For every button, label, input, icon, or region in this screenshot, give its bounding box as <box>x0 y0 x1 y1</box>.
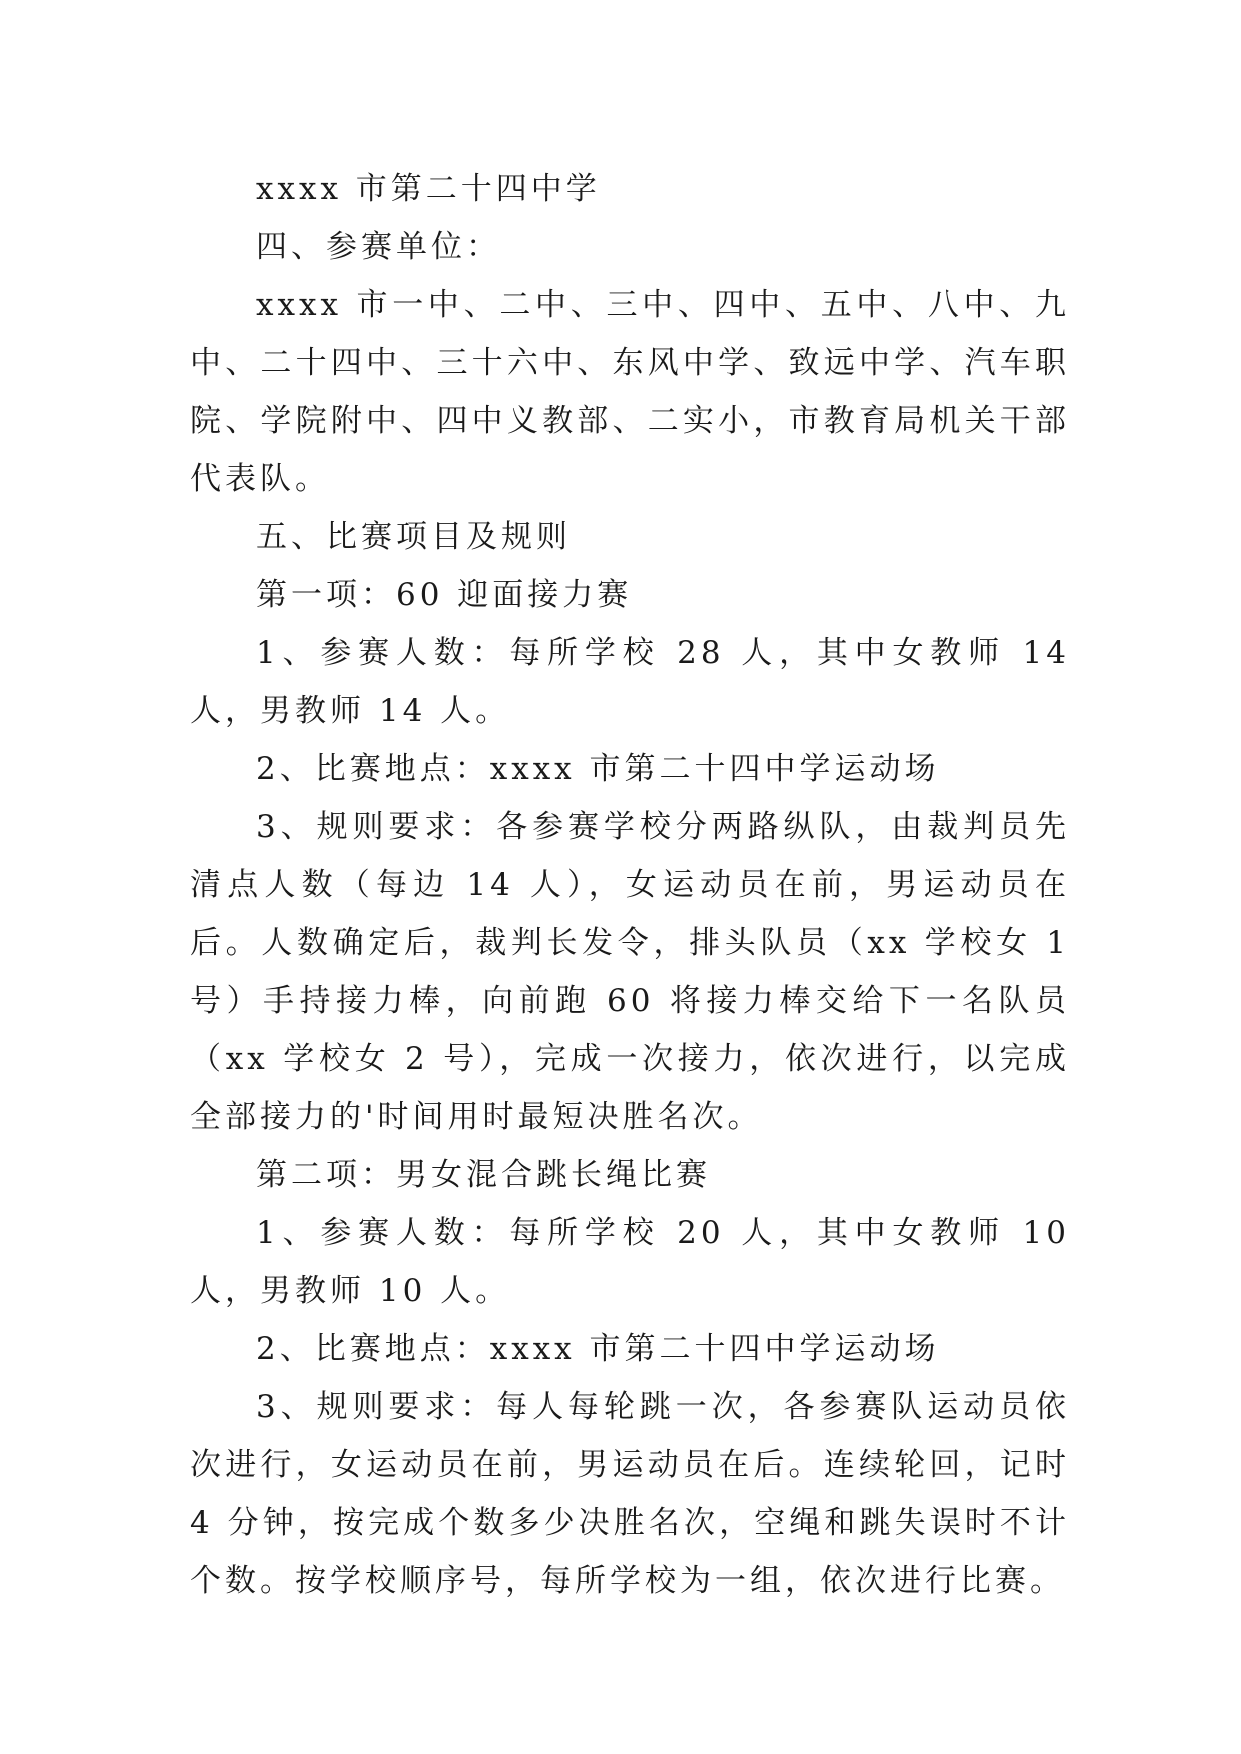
heading-event-one: 第一项：60 迎面接力赛 <box>256 577 633 613</box>
paragraph-event-two-rules: 3、规则要求：每人每轮跳一次，各参赛队运动员依次进行，女运动员在前，男运动员在后。连续轮回，记时 4 分钟，按完成个数多少决胜名次，空绳和跳失误时不计个数。按学校顺序号，每所学校为一组，依次进行比赛。 <box>190 1389 1070 1599</box>
paragraph-participating-units: xxxx 市一中、二中、三中、四中、五中、八中、九中、二十四中、三十六中、东风中学、致远中学、汽车职院、学院附中、四中义教部、二实小，市教育局机关干部代表队。 <box>190 287 1070 497</box>
heading-participating-units: 四、参赛单位： <box>256 229 501 265</box>
paragraph-organizer-school: xxxx 市第二十四中学 <box>256 171 601 207</box>
heading-events-and-rules: 五、比赛项目及规则 <box>256 519 571 555</box>
paragraph-event-one-participants: 1、参赛人数：每所学校 28 人，其中女教师 14 人，男教师 14 人。 <box>190 635 1070 729</box>
paragraph-event-two-participants: 1、参赛人数：每所学校 20 人，其中女教师 10 人，男教师 10 人。 <box>190 1215 1070 1309</box>
paragraph-event-two-venue: 2、比赛地点：xxxx 市第二十四中学运动场 <box>256 1331 940 1367</box>
paragraph-event-one-rules: 3、规则要求：各参赛学校分两路纵队，由裁判员先清点人数（每边 14 人），女运动员在前，男运动员在后。人数确定后，裁判长发令，排头队员（xx 学校女 1 号）手持接力棒，向前跑 60 将接力棒交给下一名队员（xx 学校女 2 号），完成一次接力，依次进行，以完成全部接力的'时间用时最短决胜名次。 <box>190 809 1070 1135</box>
heading-event-two: 第二项：男女混合跳长绳比赛 <box>256 1157 711 1193</box>
document-body <box>190 160 1070 1610</box>
paragraph-event-one-venue: 2、比赛地点：xxxx 市第二十四中学运动场 <box>256 751 940 787</box>
